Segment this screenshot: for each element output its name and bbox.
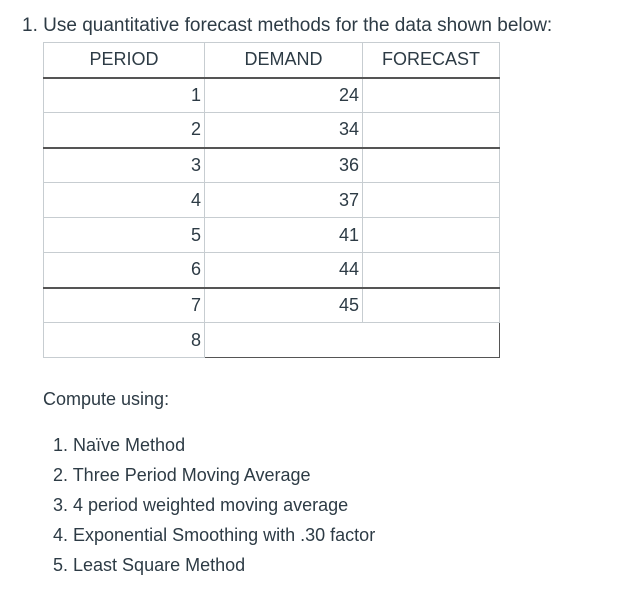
demand-cell: 44 — [205, 253, 363, 288]
period-cell: 1 — [44, 78, 205, 113]
demand-cell: 41 — [205, 218, 363, 253]
forecast-table — [43, 42, 500, 358]
demand-cell: 37 — [205, 183, 363, 218]
list-item: 2. Three Period Moving Average — [53, 465, 311, 485]
merged-empty-cell — [205, 323, 500, 358]
header-forecast: FORECAST — [363, 43, 500, 78]
header-period: PERIOD — [44, 43, 205, 78]
demand-cell: 24 — [205, 78, 363, 113]
forecast-cell — [363, 218, 500, 253]
table-row — [44, 183, 500, 218]
table-row — [44, 323, 500, 358]
period-cell: 5 — [44, 218, 205, 253]
forecast-cell — [363, 113, 500, 148]
table-row — [44, 78, 500, 113]
compute-label: Compute using: — [43, 389, 170, 409]
header-demand: DEMAND — [205, 43, 363, 78]
forecast-cell — [363, 183, 500, 218]
table-row — [44, 218, 500, 253]
list-item: 4. Exponential Smoothing with .30 factor — [53, 525, 376, 545]
table-row — [44, 288, 500, 323]
table-row — [44, 148, 500, 183]
forecast-cell — [363, 78, 500, 113]
forecast-cell — [363, 288, 500, 323]
table-header-row — [44, 43, 500, 78]
period-cell: 7 — [44, 288, 205, 323]
period-cell: 3 — [44, 148, 205, 183]
table-row — [44, 113, 500, 148]
period-cell: 4 — [44, 183, 205, 218]
period-cell: 6 — [44, 253, 205, 288]
table-row — [44, 253, 500, 288]
methods-list — [53, 430, 375, 580]
demand-cell: 34 — [205, 113, 363, 148]
forecast-cell — [363, 253, 500, 288]
list-item: 1. Naïve Method — [53, 435, 186, 455]
list-item: 3. 4 period weighted moving average — [53, 495, 349, 515]
demand-cell: 45 — [205, 288, 363, 323]
question-text: 1. Use quantitative forecast methods for the data shown below: — [22, 15, 553, 36]
forecast-cell — [363, 148, 500, 183]
demand-cell: 36 — [205, 148, 363, 183]
list-item: 5. Least Square Method — [53, 555, 246, 575]
period-cell: 2 — [44, 113, 205, 148]
period-cell: 8 — [44, 323, 205, 358]
